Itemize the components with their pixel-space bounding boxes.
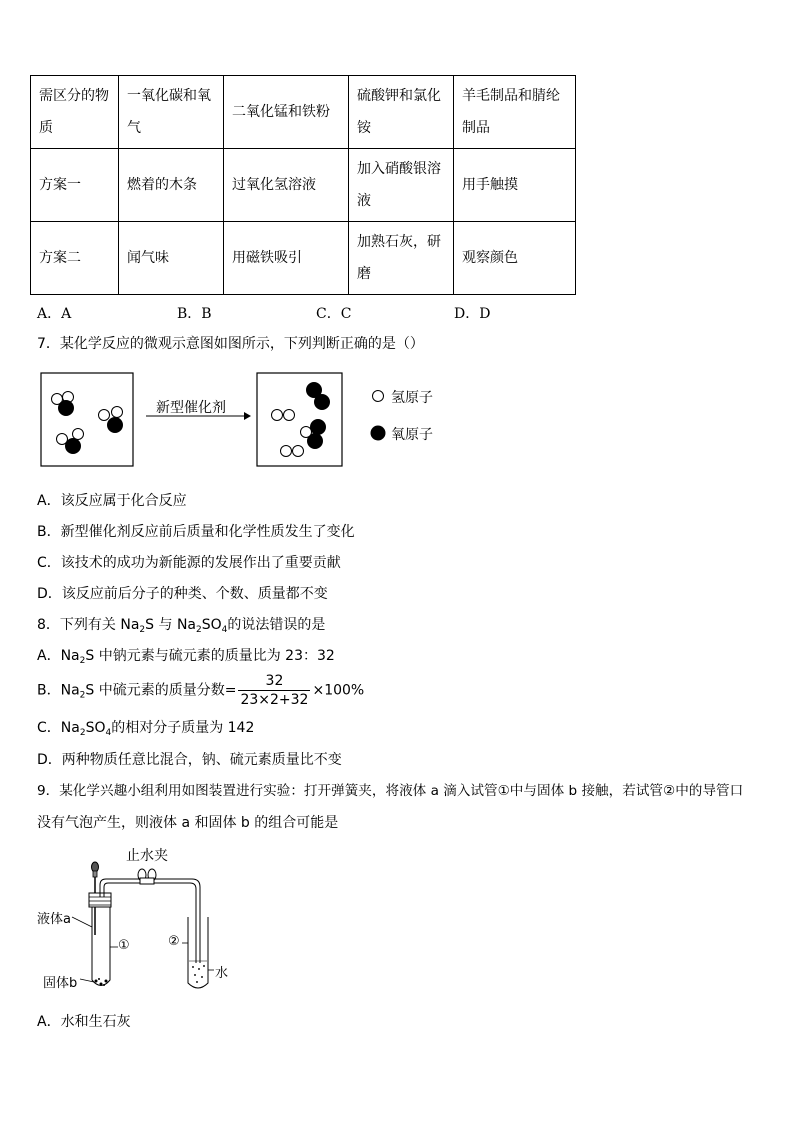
table-cell: 加入硝酸银溶液 (349, 149, 454, 222)
clamp-icon (138, 869, 156, 884)
table-cell: 过氧化氢溶液 (224, 149, 349, 222)
catalyst-label: 新型催化剂 (156, 400, 226, 416)
table-cell: 用磁铁吸引 (224, 222, 349, 295)
q7-option-d[interactable]: D．该反应前后分子的种类、个数、质量都不变 (37, 586, 328, 602)
table-cell: 一氧化碳和氧气 (119, 76, 224, 149)
mass-fraction: $\frac{32}{23\times 2+32}$ (240, 673, 309, 708)
q6-option-a[interactable]: A．A (37, 306, 72, 322)
table-cell: 方案一 (31, 149, 119, 222)
hydrogen-legend-label: 氢原子 (391, 390, 433, 406)
reactant-molecule (52, 392, 74, 416)
table-cell: 观察颜色 (454, 222, 576, 295)
water-level (189, 961, 207, 983)
reactant-molecule (57, 429, 84, 454)
q8-option-a[interactable]: A．$Na_2S$ 中钠元素与硫元素的质量比为 23：32 (37, 648, 335, 666)
q8-stem: 8．下列有关 $Na_2S$ 与 $Na_2SO_4$的说法错误的是 (37, 617, 326, 635)
q8-option-c[interactable]: C．$Na_2SO_4$的相对分子质量为 142 (37, 720, 255, 738)
label-leader (72, 917, 92, 927)
q7-stem: 7．某化学反应的微观示意图如图所示，下列判断正确的是（） (37, 336, 424, 352)
q6-option-c[interactable]: C．C (316, 306, 352, 322)
reaction-diagram (38, 370, 458, 470)
q8-option-d[interactable]: D．两种物质任意比混合，钠、硫元素质量比不变 (37, 752, 342, 768)
arrow-head-icon (244, 412, 251, 420)
test-tube-2 (188, 917, 208, 988)
q7-option-c[interactable]: C．该技术的成功为新能源的发展作出了重要贡献 (37, 555, 341, 571)
table-cell: 加熟石灰，研磨 (349, 222, 454, 295)
q9-option-a[interactable]: A．水和生石灰 (37, 1014, 131, 1030)
reactant-molecule (99, 407, 123, 433)
product-molecule (307, 383, 330, 410)
comparison-table (30, 75, 576, 295)
q6-option-b[interactable]: B．B (177, 306, 212, 322)
q9-stem-line1: 9．某化学兴趣小组利用如图装置进行实验：打开弹簧夹，将液体 a 滴入试管①中与固体 b 接触，若试管②中的导管口 (37, 783, 744, 799)
q8-option-b[interactable]: B．$Na_2S$ 中硫元素的质量分数= $\frac{32}{23\times 2+32}$ ×100% (37, 673, 365, 708)
clamp-label: 止水夹 (126, 848, 168, 864)
table-cell: 闻气味 (119, 222, 224, 295)
product-molecule (272, 410, 295, 421)
table-row (31, 76, 576, 149)
product-molecule (301, 427, 312, 438)
delivery-tube (100, 879, 200, 963)
table-row (31, 149, 576, 222)
table-cell: 二氧化锰和铁粉 (224, 76, 349, 149)
table-cell: 燃着的木条 (119, 149, 224, 222)
hydrogen-legend-icon (373, 391, 384, 402)
table-cell: 用手触摸 (454, 149, 576, 222)
q7-option-b[interactable]: B．新型催化剂反应前后质量和化学性质发生了变化 (37, 524, 355, 540)
tube-1-label: ① (118, 938, 130, 953)
q7-option-a[interactable]: A．该反应属于化合反应 (37, 493, 187, 509)
product-molecule (281, 446, 304, 457)
oxygen-legend-label: 氧原子 (391, 427, 433, 443)
oxygen-legend-icon (371, 426, 386, 441)
tube-2-label: ② (168, 934, 180, 949)
table-cell: 羊毛制品和腈纶制品 (454, 76, 576, 149)
solid-b-label: 固体b (43, 976, 78, 991)
table-cell: 方案二 (31, 222, 119, 295)
table-row (31, 222, 576, 295)
table-cell: 需区分的物质 (31, 76, 119, 149)
liquid-a-label: 液体a (37, 912, 71, 927)
q9-stem-line2: 没有气泡产生，则液体 a 和固体 b 的组合可能是 (37, 815, 339, 831)
table-cell: 硫酸钾和氯化铵 (349, 76, 454, 149)
water-label: 水 (215, 966, 229, 981)
solid-particles (95, 978, 108, 986)
q6-option-d[interactable]: D．D (454, 306, 491, 322)
